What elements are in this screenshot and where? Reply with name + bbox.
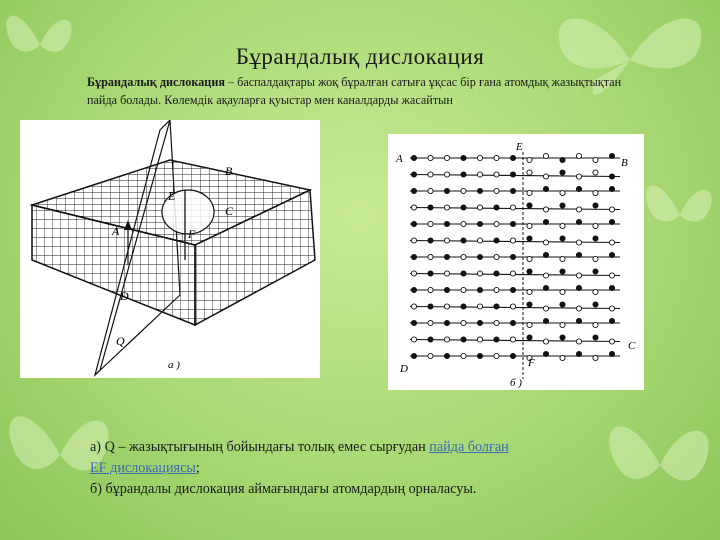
- atom-open: [609, 207, 614, 212]
- atom-open: [560, 223, 565, 228]
- atom-open: [560, 256, 565, 261]
- atom-filled: [510, 155, 515, 160]
- atom-open: [510, 271, 515, 276]
- atom-open: [444, 205, 449, 210]
- atom-filled: [494, 238, 499, 243]
- atom-filled: [461, 205, 466, 210]
- atom-filled: [461, 172, 466, 177]
- atom-filled: [411, 172, 416, 177]
- atom-filled: [461, 271, 466, 276]
- atom-open: [609, 306, 614, 311]
- caption-line-3: б) бұрандалы дислокация аймағындағы атомдардың орналасуы.: [90, 481, 477, 497]
- atom-filled: [593, 335, 598, 340]
- atom-filled: [593, 302, 598, 307]
- atom-open: [444, 304, 449, 309]
- atom-filled: [593, 203, 598, 208]
- atom-filled: [527, 269, 532, 274]
- atom-open: [576, 240, 581, 245]
- atom-open: [428, 188, 433, 193]
- atom-open: [576, 153, 581, 158]
- atom-filled: [428, 271, 433, 276]
- atom-open: [543, 240, 548, 245]
- atom-filled: [461, 155, 466, 160]
- atom-open: [444, 238, 449, 243]
- atom-open: [477, 304, 482, 309]
- atom-filled: [593, 269, 598, 274]
- atom-filled: [477, 320, 482, 325]
- fig-a-label-F: F: [188, 227, 196, 241]
- atom-filled: [494, 304, 499, 309]
- atom-open: [411, 205, 416, 210]
- atom-open: [444, 337, 449, 342]
- atom-filled: [411, 287, 416, 292]
- atom-filled: [560, 157, 565, 162]
- atom-open: [609, 273, 614, 278]
- atom-open: [543, 153, 548, 158]
- fig-a-label-D: D: [120, 289, 129, 303]
- atom-open: [510, 238, 515, 243]
- atom-open: [477, 238, 482, 243]
- atom-open: [411, 304, 416, 309]
- atom-filled: [576, 219, 581, 224]
- atom-filled: [444, 188, 449, 193]
- atom-filled: [609, 285, 614, 290]
- atom-open: [477, 337, 482, 342]
- atom-filled: [543, 252, 548, 257]
- atom-filled: [543, 351, 548, 356]
- atom-open: [444, 155, 449, 160]
- atom-open: [461, 287, 466, 292]
- atom-open: [527, 190, 532, 195]
- atom-filled: [428, 337, 433, 342]
- atom-filled: [576, 252, 581, 257]
- atom-open: [428, 254, 433, 259]
- atom-filled: [444, 353, 449, 358]
- fig-b-label-A: A: [396, 153, 403, 165]
- butterfly-icon: [640, 170, 720, 260]
- atom-filled: [609, 219, 614, 224]
- atom-open: [560, 322, 565, 327]
- atom-filled: [576, 351, 581, 356]
- atom-filled: [477, 188, 482, 193]
- atom-filled: [510, 172, 515, 177]
- caption-line-1: [90, 437, 650, 458]
- atom-open: [510, 205, 515, 210]
- atom-open: [494, 172, 499, 177]
- atom-filled: [444, 254, 449, 259]
- atom-filled: [411, 188, 416, 193]
- atom-open: [477, 172, 482, 177]
- atom-filled: [609, 318, 614, 323]
- atom-filled: [411, 221, 416, 226]
- atom-open: [411, 238, 416, 243]
- fig-a-caption: а ): [168, 359, 180, 371]
- atom-open: [428, 221, 433, 226]
- atom-filled: [428, 205, 433, 210]
- atom-filled: [477, 254, 482, 259]
- atom-filled: [543, 318, 548, 323]
- atom-filled: [494, 337, 499, 342]
- fig-a-label-Q: Q: [116, 334, 125, 348]
- atom-open: [609, 339, 614, 344]
- atom-filled: [609, 186, 614, 191]
- atom-open: [527, 322, 532, 327]
- figure-caption: [90, 437, 650, 500]
- atom-filled: [444, 320, 449, 325]
- atom-open: [576, 273, 581, 278]
- atom-open: [494, 353, 499, 358]
- atom-open: [477, 205, 482, 210]
- atom-filled: [461, 337, 466, 342]
- atom-open: [527, 157, 532, 162]
- atom-open: [494, 155, 499, 160]
- atom-open: [510, 304, 515, 309]
- atom-filled: [560, 302, 565, 307]
- atom-open: [527, 256, 532, 261]
- fig-a-label-C: C: [225, 204, 234, 218]
- atom-filled: [461, 238, 466, 243]
- intro-text: – баспалдақтары жоқ бұралған сатыға ұқсас бір ғана атомдық жазықтықтан пайда болады. Көлемдік ақауларға қуыстар мен каналдарды жасайтын: [87, 75, 622, 107]
- atom-open: [527, 223, 532, 228]
- atom-open: [576, 339, 581, 344]
- atom-open: [593, 289, 598, 294]
- atom-filled: [560, 203, 565, 208]
- fig-b-label-E: E: [516, 141, 523, 153]
- atom-open: [560, 190, 565, 195]
- atom-open: [560, 355, 565, 360]
- caption-link-2[interactable]: EF дислокациясы: [90, 460, 196, 476]
- atom-open: [461, 320, 466, 325]
- atom-open: [527, 289, 532, 294]
- caption-line-1-text: а) Q – жазықтығының бойындағы толық емес сырғудан: [90, 439, 430, 455]
- figure-a: [20, 120, 320, 378]
- atom-open: [593, 322, 598, 327]
- atom-open: [461, 221, 466, 226]
- atom-open: [543, 174, 548, 179]
- atom-open: [461, 188, 466, 193]
- atom-filled: [609, 174, 614, 179]
- atom-open: [477, 155, 482, 160]
- atom-filled: [527, 335, 532, 340]
- fig-a-label-A: A: [112, 224, 120, 238]
- atom-open: [543, 273, 548, 278]
- atom-filled: [411, 155, 416, 160]
- fig-b-label-B: B: [621, 157, 628, 169]
- atom-filled: [560, 335, 565, 340]
- atom-open: [609, 240, 614, 245]
- atom-filled: [510, 287, 515, 292]
- atom-filled: [477, 287, 482, 292]
- atom-open: [593, 355, 598, 360]
- atom-filled: [428, 304, 433, 309]
- atom-open: [593, 170, 598, 175]
- atom-open: [494, 287, 499, 292]
- atom-filled: [510, 188, 515, 193]
- atom-open: [560, 289, 565, 294]
- atom-open: [593, 223, 598, 228]
- atom-open: [428, 172, 433, 177]
- atom-open: [411, 337, 416, 342]
- atom-open: [576, 207, 581, 212]
- intro-term: Бұрандалық дислокация: [87, 75, 225, 89]
- fig-a-label-B: B: [225, 164, 233, 178]
- atom-filled: [510, 254, 515, 259]
- fig-b-label-D: D: [400, 363, 408, 375]
- atom-open: [428, 320, 433, 325]
- intro-paragraph: [87, 74, 647, 109]
- atom-open: [576, 174, 581, 179]
- atom-open: [527, 170, 532, 175]
- figure-b: [388, 134, 644, 390]
- atom-filled: [510, 221, 515, 226]
- fig-b-caption: б ): [510, 377, 522, 389]
- fig-b-label-F: F: [528, 357, 535, 369]
- atom-open: [593, 256, 598, 261]
- atom-filled: [494, 271, 499, 276]
- atom-open: [494, 254, 499, 259]
- slide-title: Бұрандалық дислокация: [235, 44, 485, 69]
- caption-link-1[interactable]: пайда болған: [429, 439, 509, 455]
- atom-filled: [609, 153, 614, 158]
- atom-open: [543, 339, 548, 344]
- atom-open: [510, 337, 515, 342]
- atom-filled: [527, 203, 532, 208]
- atom-filled: [527, 236, 532, 241]
- atom-filled: [560, 170, 565, 175]
- atom-filled: [576, 285, 581, 290]
- atom-open: [461, 353, 466, 358]
- atom-open: [461, 254, 466, 259]
- atom-open: [428, 155, 433, 160]
- atom-filled: [609, 252, 614, 257]
- atom-filled: [560, 236, 565, 241]
- crystal-block-diagram: [20, 120, 320, 378]
- atom-filled: [494, 205, 499, 210]
- caption-line-2: [90, 458, 650, 479]
- atom-filled: [543, 219, 548, 224]
- fig-a-label-E: E: [168, 189, 176, 203]
- atom-filled: [444, 287, 449, 292]
- atom-filled: [444, 221, 449, 226]
- atom-filled: [411, 254, 416, 259]
- atom-open: [428, 353, 433, 358]
- atom-filled: [609, 351, 614, 356]
- atom-open: [593, 157, 598, 162]
- atom-filled: [543, 186, 548, 191]
- atom-filled: [477, 353, 482, 358]
- atom-open: [543, 207, 548, 212]
- atom-filled: [576, 318, 581, 323]
- atom-filled: [461, 304, 466, 309]
- atom-open: [494, 320, 499, 325]
- atom-open: [444, 172, 449, 177]
- atom-filled: [510, 353, 515, 358]
- atom-open: [494, 188, 499, 193]
- fig-b-label-C: C: [628, 340, 636, 352]
- atom-open: [428, 287, 433, 292]
- atom-open: [494, 221, 499, 226]
- atom-open: [411, 271, 416, 276]
- atom-open: [593, 190, 598, 195]
- atom-filled: [527, 302, 532, 307]
- caption-line-2-suffix: ;: [195, 460, 200, 476]
- atom-filled: [411, 353, 416, 358]
- atom-open: [477, 271, 482, 276]
- atom-open: [444, 271, 449, 276]
- atom-filled: [477, 221, 482, 226]
- atom-filled: [593, 236, 598, 241]
- atom-filled: [560, 269, 565, 274]
- atom-filled: [543, 285, 548, 290]
- atom-filled: [411, 320, 416, 325]
- atom-arrangement-diagram: [388, 134, 644, 390]
- atom-open: [576, 306, 581, 311]
- atom-filled: [510, 320, 515, 325]
- atom-open: [543, 306, 548, 311]
- atom-filled: [428, 238, 433, 243]
- atom-filled: [576, 186, 581, 191]
